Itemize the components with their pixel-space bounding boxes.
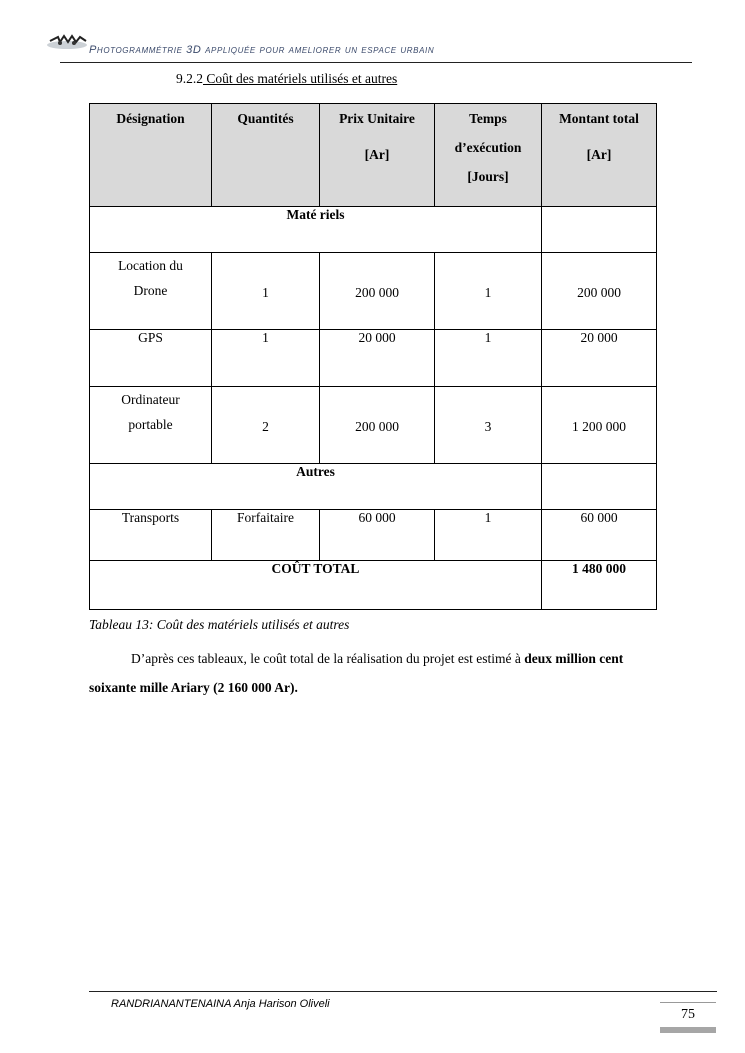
header-logo bbox=[46, 33, 88, 51]
cell-montant: 1 200 000 bbox=[542, 387, 657, 464]
table-row bbox=[90, 253, 657, 330]
cell-prix: 20 000 bbox=[320, 330, 435, 387]
header-designation: Désignation bbox=[90, 104, 212, 207]
cell-montant: 60 000 bbox=[542, 510, 657, 561]
footer-rule bbox=[89, 991, 717, 992]
section-heading bbox=[176, 71, 397, 87]
cell-prix: 200 000 bbox=[320, 387, 435, 464]
paragraph-text: D’après ces tableaux, le coût total de la réalisation du projet est estimé à bbox=[131, 651, 525, 666]
conclusion-paragraph bbox=[89, 644, 657, 702]
header-montant-total: Montant total [Ar] bbox=[542, 104, 657, 207]
table-header-row bbox=[90, 104, 657, 207]
cell-montant: 20 000 bbox=[542, 330, 657, 387]
total-value: 1 480 000 bbox=[542, 561, 657, 610]
section-label-autres: Autres bbox=[90, 464, 542, 510]
section-title: Coût des matériels utilisés et autres bbox=[203, 71, 398, 86]
section-number: 9.2.2 bbox=[176, 71, 203, 86]
header-quantites: Quantités bbox=[212, 104, 320, 207]
footer-author: RANDRIANANTENAINA Anja Harison Oliveli bbox=[111, 998, 330, 1010]
header-temps-execution: Temps d’exécution [Jours] bbox=[435, 104, 542, 207]
cell-temps: 1 bbox=[435, 510, 542, 561]
cell-temps: 1 bbox=[435, 253, 542, 330]
total-label: COÛT TOTAL bbox=[90, 561, 542, 610]
cell-temps: 1 bbox=[435, 330, 542, 387]
cell-montant: 200 000 bbox=[542, 253, 657, 330]
section-row-autres bbox=[90, 464, 657, 510]
section-row-materiels bbox=[90, 207, 657, 253]
cell-quantite: 2 bbox=[212, 387, 320, 464]
section-label-materiels: Maté riels bbox=[90, 207, 542, 253]
page-number-bar bbox=[660, 1027, 716, 1033]
paragraph-bold: deux million cent soixante mille Ariary (2 160 000 Ar). bbox=[89, 651, 624, 695]
cell-designation: Ordinateur portable bbox=[90, 387, 212, 464]
cell-temps: 3 bbox=[435, 387, 542, 464]
total-row bbox=[90, 561, 657, 610]
cell-designation: Location du Drone bbox=[90, 253, 212, 330]
table-row bbox=[90, 387, 657, 464]
header-title: Photogrammétrie 3D appliquée pour ameliorer un espace urbain bbox=[89, 44, 435, 56]
page-number-box bbox=[660, 1002, 716, 1033]
cell-prix: 60 000 bbox=[320, 510, 435, 561]
table-caption: Tableau 13: Coût des matériels utilisés et autres bbox=[89, 617, 350, 632]
cell-prix: 200 000 bbox=[320, 253, 435, 330]
cell-quantite: Forfaitaire bbox=[212, 510, 320, 561]
header-prix-unitaire: Prix Unitaire [Ar] bbox=[320, 104, 435, 207]
table-row bbox=[90, 330, 657, 387]
section-empty-cell bbox=[542, 207, 657, 253]
section-empty-cell bbox=[542, 464, 657, 510]
table-row bbox=[90, 510, 657, 561]
page-number: 75 bbox=[681, 1007, 695, 1022]
cost-table bbox=[89, 103, 657, 610]
cell-designation: Transports bbox=[90, 510, 212, 561]
cell-designation: GPS bbox=[90, 330, 212, 387]
header-rule bbox=[60, 62, 692, 63]
cell-quantite: 1 bbox=[212, 330, 320, 387]
cell-quantite: 1 bbox=[212, 253, 320, 330]
